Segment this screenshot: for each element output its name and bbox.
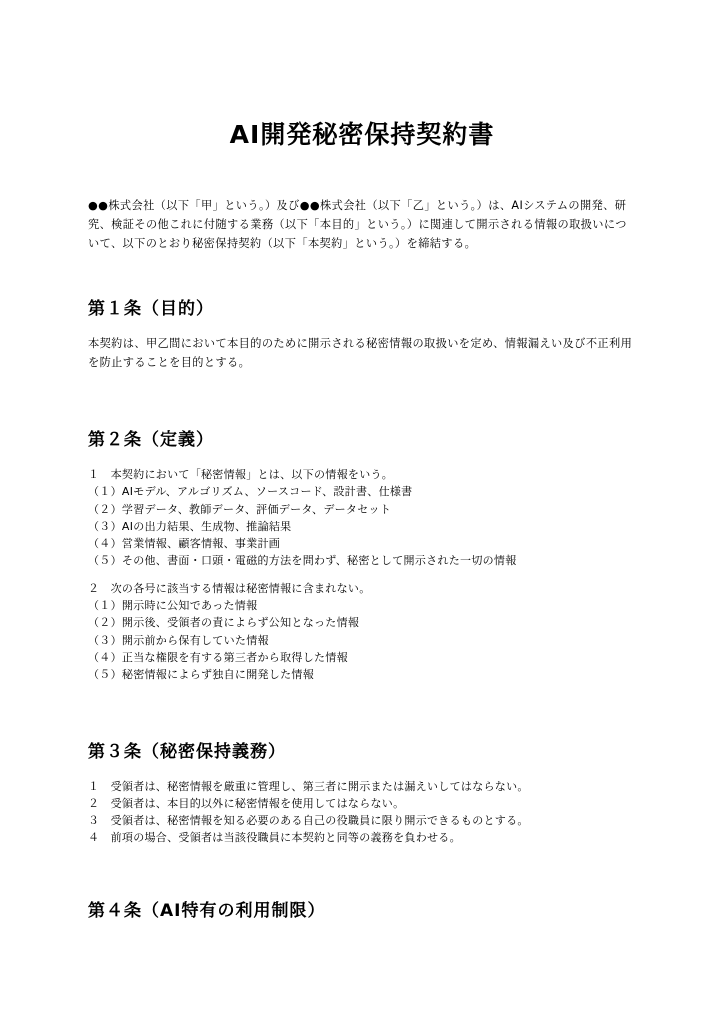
article-2-exclusion-list <box>88 580 636 684</box>
list-item: （５）秘密情報によらず独自に開発した情報 <box>88 668 314 682</box>
article-1-body: 本契約は、甲乙間において本目的のために開示される秘密情報の取扱いを定め、情報漏えい及び不正利用を防止することを目的とする。 <box>88 337 633 369</box>
list-item: ２ 受領者は、本目的以外に秘密情報を使用してはならない。 <box>88 796 405 810</box>
list-item: １ 本契約において「秘密情報」とは、以下の情報をいう。 <box>88 468 394 481</box>
list-item: ２ 次の各号に該当する情報は秘密情報に含まれない。 <box>88 581 371 595</box>
article-1-heading: 第１条（目的） <box>88 299 214 319</box>
list-item: （４）正当な権限を有する第三者から取得した情報 <box>88 650 348 664</box>
document-title: AI開発秘密保持契約書 <box>229 120 495 149</box>
list-item: （１）開示時に公知であった情報 <box>88 599 258 613</box>
article-1 <box>88 297 636 372</box>
article-2-heading: 第２条（定義） <box>88 430 214 450</box>
article-3 <box>88 740 636 847</box>
list-item: ４ 前項の場合、受領者は当該役職員に本契約と同等の義務を負わせる。 <box>88 831 461 845</box>
list-item: ３ 受領者は、秘密情報を知る必要のある自己の役職員に限り開示できるものとする。 <box>88 814 529 828</box>
list-item: （２）開示後、受領者の責によらず公知となった情報 <box>88 616 360 630</box>
article-2-definition-list <box>88 466 636 570</box>
article-2 <box>88 428 636 684</box>
article-4-heading: 第４条（AI特有の利用制限） <box>88 900 326 921</box>
list-item: （１）AIモデル、アルゴリズム、ソースコード、設計書、仕様書 <box>88 485 413 499</box>
list-item: １ 受領者は、秘密情報を厳重に管理し、第三者に開示または漏えいしてはならない。 <box>88 779 529 793</box>
article-4 <box>88 899 636 923</box>
list-item: （２）学習データ、教師データ、評価データ、データセット <box>88 502 392 516</box>
list-item: （３）AIの出力結果、生成物、推論結果 <box>88 519 292 533</box>
article-3-heading: 第３条（秘密保持義務） <box>88 741 286 762</box>
preamble-paragraph: ●●株式会社（以下「甲」という。）及び●●株式会社（以下「乙」という。）は、AIシステムの開発、研究、検証その他これに付随する業務（以下「本目的」という。）に関連して開示される情報の取扱いについて、以下のとおり秘密保持契約（以下「本契約」という。）を締結する。 <box>88 199 627 250</box>
list-item: （３）開示前から保有していた情報 <box>88 633 269 647</box>
list-item: （５）その他、書面・口頭・電磁的方法を問わず、秘密として開示された一切の情報 <box>88 554 517 568</box>
list-item: （４）営業情報、顧客情報、事業計画 <box>88 537 281 551</box>
article-3-obligation-list <box>88 778 636 847</box>
